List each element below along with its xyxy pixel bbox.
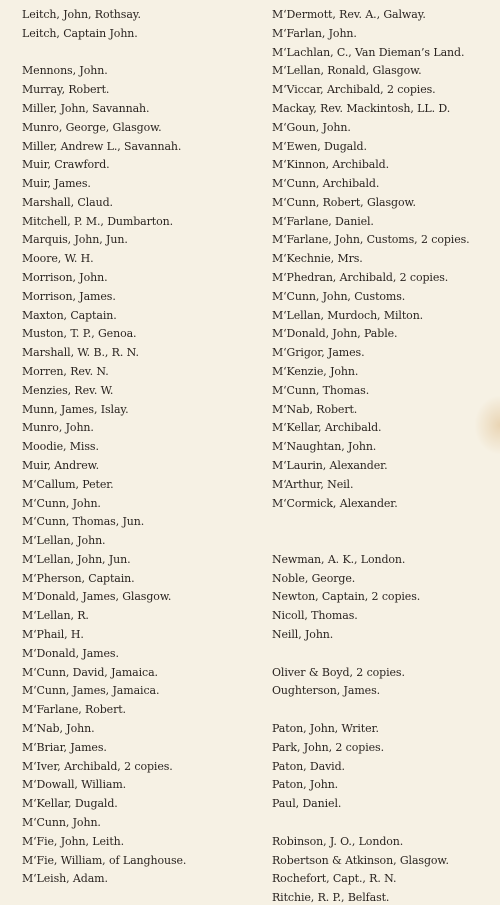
right-column-entry: M‘Cormick, Alexander.	[272, 496, 398, 510]
left-column-entry: Murray, Robert.	[22, 83, 110, 97]
left-column-entry: Mitchell, P. M., Dumbarton.	[22, 214, 174, 228]
right-column-entry: M‘Dermott, Rev. A., Galway.	[272, 8, 426, 21]
left-column-entry: M‘Callum, Peter.	[22, 477, 114, 491]
right-column-entry: Ritchie, R. P., Belfast.	[272, 891, 390, 905]
right-column-entry: M‘Kenzie, John.	[272, 365, 359, 378]
left-column-entry: M‘Cunn, James, Jamaica.	[22, 684, 160, 698]
left-column-entry: M‘Nab, John.	[22, 722, 95, 736]
left-column-entry: Leitch, Captain John.	[22, 26, 138, 40]
left-column-entry: Moore, W. H.	[22, 252, 94, 266]
right-column-entry: M‘Cunn, John, Customs.	[272, 289, 406, 303]
left-column-entry: Leitch, John, Rothsay.	[22, 8, 141, 21]
right-column-entry: Park, John, 2 copies.	[272, 740, 384, 754]
right-column-entry: M‘Cunn, Thomas.	[272, 383, 370, 397]
page-stain	[474, 395, 500, 455]
left-column-entry: M‘Cunn, David, Jamaica.	[22, 665, 158, 679]
left-column-entry: Munn, James, Islay.	[22, 402, 129, 416]
left-column-entry: M‘Farlane, Robert.	[22, 703, 126, 717]
right-column-entry: M‘Ewen, Dugald.	[272, 139, 367, 153]
right-column-entry: Paul, Daniel.	[272, 797, 342, 811]
right-column-entry: M‘Nab, Robert.	[272, 402, 358, 416]
left-column-entry: Munro, George, Glasgow.	[22, 120, 162, 134]
right-column-entry: M‘Lellan, Murdoch, Milton.	[272, 308, 424, 322]
left-column-entry: Morrison, John.	[22, 271, 108, 285]
right-column-entry: Oughterson, James.	[272, 684, 381, 698]
right-column-entry: Rochefort, Capt., R. N.	[272, 872, 397, 886]
right-column-entry: Neill, John.	[272, 628, 334, 642]
left-column-entry: Mennons, John.	[22, 64, 108, 78]
left-column-entry: M‘Donald, James.	[22, 646, 119, 660]
left-column-entry: Maxton, Captain.	[22, 308, 117, 322]
left-column-entry: Marquis, John, Jun.	[22, 233, 128, 247]
left-column-entry: Muir, Crawford.	[22, 158, 110, 172]
right-column-entry: M‘Viccar, Archibald, 2 copies.	[272, 83, 436, 97]
left-column-entry: M‘Fie, John, Leith.	[22, 834, 125, 848]
left-column-entry: M‘Leish, Adam.	[22, 872, 108, 886]
left-column-entry: M‘Pherson, Captain.	[22, 571, 135, 585]
right-column-entry: Paton, John.	[272, 778, 339, 792]
left-column-entry: Miller, John, Savannah.	[22, 101, 150, 115]
right-column-entry: Newman, A. K., London.	[272, 552, 406, 566]
right-column-entry: M‘Grigor, James.	[272, 346, 365, 360]
right-column-entry: M‘Laurin, Alexander.	[272, 458, 388, 472]
right-column-entry: M‘Goun, John.	[272, 120, 351, 134]
left-column-entry: Miller, Andrew L., Savannah.	[22, 139, 182, 153]
right-column-entry: Newton, Captain, 2 copies.	[272, 590, 421, 604]
right-column-entry: Paton, David.	[272, 759, 345, 773]
right-column-entry: Noble, George.	[272, 571, 356, 585]
left-column-entry: Morrison, James.	[22, 289, 116, 303]
right-column-entry: M‘Phedran, Archibald, 2 copies.	[272, 271, 449, 285]
left-column-entry: M‘Iver, Archibald, 2 copies.	[22, 759, 173, 773]
left-column-entry: M‘Lellan, John.	[22, 534, 106, 548]
left-column-entry: M‘Lellan, John, Jun.	[22, 552, 131, 566]
left-column-entry: M‘Fie, William, of Langhouse.	[22, 853, 187, 867]
right-column-entry: Robinson, J. O., London.	[272, 834, 404, 848]
left-column-entry: M‘Phail, H.	[22, 628, 84, 642]
left-column-entry: Muston, T. P., Genoa.	[22, 327, 137, 341]
right-column-entry: Mackay, Rev. Mackintosh, LL. D.	[272, 101, 451, 115]
left-column-entry: M‘Cunn, Thomas, Jun.	[22, 515, 145, 529]
right-column-entry: M‘Naughtan, John.	[272, 440, 377, 454]
right-column-entry: M‘Farlan, John.	[272, 26, 357, 40]
left-column-entry: M‘Dowall, William.	[22, 778, 127, 792]
left-column-entry: Munro, John.	[22, 421, 94, 435]
left-column-entry: M‘Cunn, John.	[22, 815, 101, 829]
right-column-entry: Robertson & Atkinson, Glasgow.	[272, 853, 449, 867]
right-column-entry: M‘Kellar, Archibald.	[272, 421, 382, 435]
right-column-entry: M‘Farlane, Daniel.	[272, 214, 374, 228]
left-column-entry: M‘Kellar, Dugald.	[22, 797, 118, 811]
left-column-entry: M‘Briar, James.	[22, 740, 107, 754]
right-column-entry: M‘Cunn, Robert, Glasgow.	[272, 195, 416, 209]
left-column-entry: Marshall, Claud.	[22, 195, 113, 209]
right-column-entry: M‘Cunn, Archibald.	[272, 177, 380, 191]
right-column-entry: M‘Farlane, John, Customs, 2 copies.	[272, 233, 470, 247]
left-column-entry: Menzies, Rev. W.	[22, 383, 114, 397]
left-column-entry: Marshall, W. B., R. N.	[22, 346, 139, 360]
right-column-entry: M‘Kinnon, Archibald.	[272, 158, 389, 172]
right-column-entry: M‘Donald, John, Pable.	[272, 327, 398, 341]
right-column-entry: Oliver & Boyd, 2 copies.	[272, 665, 405, 679]
right-column-entry: M‘Lellan, Ronald, Glasgow.	[272, 64, 422, 78]
left-column-entry: Moodie, Miss.	[22, 440, 99, 454]
right-column-entry: Nicoll, Thomas.	[272, 609, 358, 623]
left-column-entry: M‘Lellan, R.	[22, 609, 89, 623]
right-column-entry: Paton, John, Writer.	[272, 722, 379, 736]
right-column-entry: M‘Kechnie, Mrs.	[272, 252, 363, 266]
right-column-entry: M‘Lachlan, C., Van Dieman’s Land.	[272, 45, 465, 59]
left-column-entry: Muir, James.	[22, 177, 91, 191]
left-column-entry: Morren, Rev. N.	[22, 365, 109, 378]
right-column-entry: M‘Arthur, Neil.	[272, 477, 354, 491]
left-column-entry: Muir, Andrew.	[22, 458, 100, 472]
left-column-entry: M‘Donald, James, Glasgow.	[22, 590, 172, 604]
left-column-entry: M‘Cunn, John.	[22, 496, 101, 510]
